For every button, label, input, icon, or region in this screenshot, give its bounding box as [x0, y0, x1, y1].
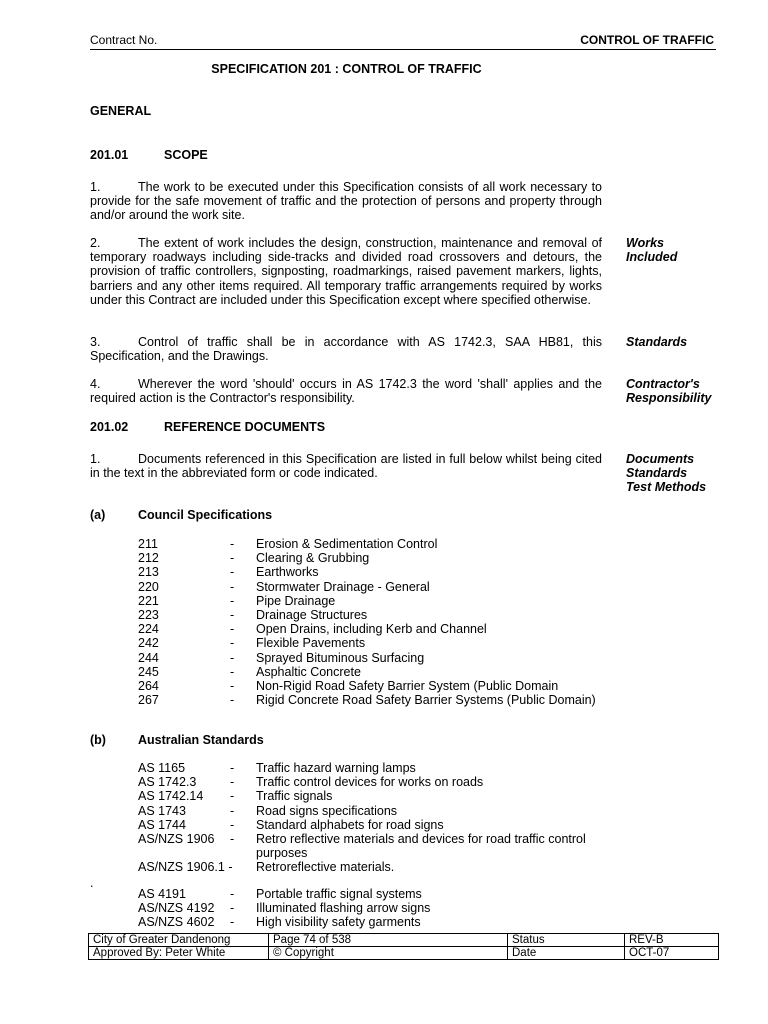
council-spec-list — [138, 537, 596, 707]
spec-dash: - — [230, 693, 235, 708]
spec-description: Erosion & Sedimentation Control — [256, 537, 438, 551]
spec-description: Retro reflective materials and devices for road traffic control purposes — [256, 832, 586, 861]
subsection-label-b: (b) — [90, 733, 106, 747]
margin-note-standards: Standards — [626, 335, 688, 349]
spec-description: Open Drains, including Kerb and Channel — [256, 622, 487, 637]
spec-description: Drainage Structures — [256, 608, 368, 623]
page-title: SPECIFICATION 201 : CONTROL OF TRAFFIC — [211, 62, 482, 76]
list-item — [138, 551, 596, 565]
paragraph-scope-4 — [90, 377, 602, 405]
australian-standards-list-continued — [138, 887, 596, 930]
paragraph-scope-1 — [90, 180, 602, 223]
spec-description: High visibility safety garments — [256, 915, 421, 930]
paragraph-number: 1. — [90, 180, 101, 194]
spec-dash: - — [230, 789, 235, 804]
spec-code: 220 — [138, 579, 159, 594]
spec-dash: - — [230, 664, 235, 679]
header-rule — [90, 49, 716, 50]
paragraph-text: Documents referenced in this Specification are listed in full below whilst being cited in the text in the abbreviated form or code indicated. — [90, 452, 602, 481]
spec-dash — [230, 860, 256, 874]
stray-dot: . — [90, 876, 94, 890]
list-item — [138, 594, 596, 608]
spec-description: Clearing & Grubbing — [256, 551, 370, 566]
spec-code: AS/NZS 4192 — [138, 901, 215, 916]
spec-description: Traffic control devices for works on roads — [256, 775, 484, 790]
footer-row — [89, 934, 719, 947]
spec-code: AS/NZS 1906 — [138, 832, 215, 847]
list-item — [138, 537, 596, 551]
spec-code: AS/NZS 4602 — [138, 915, 215, 930]
footer-approved-by: Approved By: Peter White — [89, 947, 269, 960]
section-number: 201.01 — [90, 148, 129, 162]
spec-code: AS 4191 — [138, 887, 186, 901]
footer-page-number: Page 74 of 538 — [269, 934, 508, 947]
list-item — [138, 565, 596, 579]
spec-code: AS 1742.3 — [138, 775, 197, 790]
paragraph-number: 4. — [90, 377, 101, 391]
list-item — [138, 693, 596, 707]
spec-code: AS 1744 — [138, 817, 186, 832]
list-item — [138, 887, 596, 901]
spec-description: Illuminated flashing arrow signs — [256, 901, 431, 916]
list-item — [138, 580, 596, 594]
paragraph-text: The extent of work includes the design, construction, maintenance and removal of temporary roadways including side-tracks and divided road crossovers and detours, the provision of traffic controllers, signposting, roadmarkings, raised pavement markers, lights, barriers and any other items required. All temporary traffic arrangements required by works under this Contract are included under this Specification except where specified otherwise. — [90, 236, 602, 307]
spec-description: Portable traffic signal systems — [256, 887, 422, 901]
spec-dash: - — [230, 817, 235, 832]
margin-note-works-included: Works Included — [626, 236, 678, 265]
spec-dash: - — [230, 537, 235, 551]
spec-dash: - — [230, 565, 235, 580]
spec-code: AS/NZS 1906.1 - — [138, 860, 233, 875]
spec-code: AS 1743 — [138, 803, 186, 818]
spec-dash: - — [230, 551, 235, 566]
list-item — [138, 608, 596, 622]
footer-copyright: © Copyright — [269, 947, 508, 960]
header-section-title: CONTROL OF TRAFFIC — [580, 33, 714, 47]
spec-code: 223 — [138, 608, 159, 623]
spec-description: Pipe Drainage — [256, 593, 336, 608]
spec-dash: - — [230, 775, 235, 790]
list-item — [138, 665, 596, 679]
spec-dash: - — [230, 579, 235, 594]
spec-code: 245 — [138, 664, 159, 679]
subsection-title-australian: Australian Standards — [138, 733, 264, 747]
section-title: SCOPE — [164, 148, 208, 162]
list-item — [138, 636, 596, 650]
subsection-title-council: Council Specifications — [138, 508, 273, 522]
footer-status-label: Status — [508, 934, 625, 947]
general-heading: GENERAL — [90, 104, 152, 118]
footer-organisation: City of Greater Dandenong — [89, 934, 269, 947]
spec-code: 221 — [138, 593, 159, 608]
spec-description: Road signs specifications — [256, 803, 398, 818]
list-item — [138, 915, 596, 929]
spec-description: Asphaltic Concrete — [256, 664, 361, 679]
spec-description: Stormwater Drainage - General — [256, 579, 430, 594]
section-number: 201.02 — [90, 420, 129, 434]
paragraph-text: The work to be executed under this Specification consists of all work necessary to provide for the safe movement of traffic and the protection of persons and property through and/or around the work site. — [90, 180, 602, 223]
paragraph-number: 1. — [90, 452, 101, 466]
spec-dash: - — [230, 803, 235, 818]
list-item — [138, 818, 596, 832]
spec-code: 212 — [138, 551, 159, 566]
spec-dash: - — [230, 650, 235, 665]
spec-dash: - — [230, 636, 235, 651]
paragraph-scope-2 — [90, 236, 602, 307]
spec-description: Earthworks — [256, 565, 319, 580]
list-item — [138, 679, 596, 693]
spec-code: 267 — [138, 693, 159, 708]
list-item — [138, 651, 596, 665]
spec-code: 242 — [138, 636, 159, 651]
section-title: REFERENCE DOCUMENTS — [164, 420, 326, 434]
list-item — [138, 901, 596, 915]
margin-note-documents: Documents Standards Test Methods — [626, 452, 707, 495]
spec-dash: - — [230, 901, 235, 916]
spec-code: AS 1742.14 — [138, 789, 204, 804]
spec-description: Rigid Concrete Road Safety Barrier Systems (Public Domain) — [256, 693, 596, 708]
spec-description: Flexible Pavements — [256, 636, 366, 651]
list-item — [138, 622, 596, 636]
spec-code: AS 1165 — [138, 761, 186, 775]
spec-description: Traffic hazard warning lamps — [256, 761, 416, 775]
spec-code: 224 — [138, 622, 159, 637]
spec-code: 211 — [138, 537, 158, 551]
spec-dash: - — [230, 915, 235, 930]
australian-standards-list — [138, 761, 596, 875]
footer-table — [88, 933, 719, 960]
spec-dash: - — [230, 761, 235, 775]
paragraph-reference-1 — [90, 452, 602, 480]
list-item — [138, 860, 596, 874]
spec-dash: - — [230, 832, 235, 847]
spec-description: Traffic signals — [256, 789, 333, 804]
list-item — [138, 761, 596, 775]
subsection-label-a: (a) — [90, 508, 106, 522]
spec-dash: - — [230, 887, 235, 901]
spec-description: Sprayed Bituminous Surfacing — [256, 650, 425, 665]
spec-code: 213 — [138, 565, 159, 580]
spec-code: 244 — [138, 650, 159, 665]
spec-dash: - — [230, 622, 235, 637]
spec-dash: - — [230, 608, 235, 623]
footer-date-label: Date — [508, 947, 625, 960]
spec-description: Retroreflective materials. — [256, 860, 395, 875]
paragraph-text: Control of traffic shall be in accordance with AS 1742.3, SAA HB81, this Specification, and the Drawings. — [90, 335, 602, 364]
paragraph-scope-3 — [90, 335, 602, 363]
footer-status-value: REV-B — [625, 934, 719, 947]
list-item — [138, 775, 596, 789]
spec-code: 264 — [138, 679, 159, 694]
list-item — [138, 789, 596, 803]
spec-description: Non-Rigid Road Safety Barrier System (Public Domain — [256, 679, 559, 694]
footer-date-value: OCT-07 — [625, 947, 719, 960]
margin-note-contractors-responsibility: Contractor's Responsibility — [626, 377, 712, 406]
paragraph-number: 3. — [90, 335, 101, 349]
paragraph-text: Wherever the word 'should' occurs in AS 1742.3 the word 'shall' applies and the required action is the Contractor's responsibility. — [90, 377, 602, 406]
spec-description: Standard alphabets for road signs — [256, 817, 444, 832]
paragraph-number: 2. — [90, 236, 101, 250]
spec-dash: - — [230, 593, 235, 608]
list-item — [138, 832, 596, 860]
footer-row — [89, 947, 719, 960]
spec-dash: - — [230, 679, 235, 694]
header-contract-no: Contract No. — [90, 33, 158, 47]
list-item — [138, 804, 596, 818]
